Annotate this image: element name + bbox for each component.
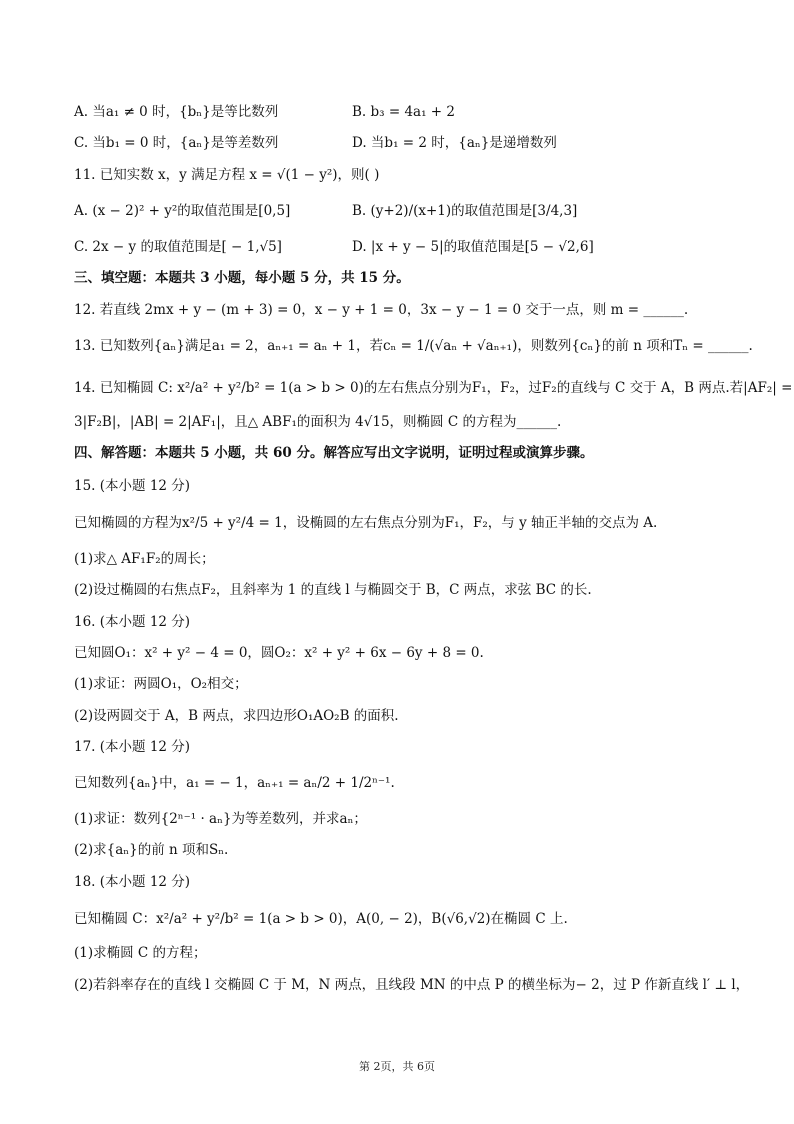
question-14-line-2: 3|F₂B|，|AB| = 2|AF₁|，且△ ABF₁的面积为 4√15，则椭圆 C 的方程为______.: [74, 414, 562, 430]
option-10-b: B. b₃ = 4a₁ + 2: [352, 104, 455, 120]
question-18-stem: 已知椭圆 C：x²/a² + y²/b² = 1(a > b > 0)，A(0, − 2)，B(√6,√2)在椭圆 C 上.: [74, 911, 568, 927]
option-10-d: D. 当b₁ = 2 时，{aₙ}是递增数列: [352, 135, 557, 151]
question-15-header: 15. (本小题 12 分): [74, 478, 191, 494]
question-15-part-1: (1)求△ AF₁F₂的周长；: [74, 551, 215, 567]
page-footer: 第 2页，共 6页: [359, 1060, 435, 1073]
question-17-part-1: (1)求证：数列{2ⁿ⁻¹ · aₙ}为等差数列，并求aₙ；: [74, 811, 367, 827]
question-17-stem: 已知数列{aₙ}中，a₁ = − 1，aₙ₊₁ = aₙ/2 + 1/2ⁿ⁻¹.: [74, 775, 395, 791]
option-11-d: D. |x + y − 5|的取值范围是[5 − √2,6]: [352, 239, 594, 255]
question-15-part-2: (2)设过椭圆的右焦点F₂，且斜率为 1 的直线 l 与椭圆交于 B，C 两点，求弦 BC 的长.: [74, 582, 592, 598]
question-15-stem: 已知椭圆的方程为x²/5 + y²/4 = 1，设椭圆的左右焦点分别为F₁，F₂，与 y 轴正半轴的交点为 A.: [74, 515, 658, 531]
question-12: 12. 若直线 2mx + y − (m + 3) = 0，x − y + 1 = 0，3x − y − 1 = 0 交于一点，则 m = ______.: [74, 302, 689, 318]
option-11-b: B. (y+2)/(x+1)的取值范围是[3/4,3]: [352, 203, 578, 219]
option-11-a: A. (x − 2)² + y²的取值范围是[0,5]: [74, 203, 291, 219]
question-16-part-2: (2)设两圆交于 A，B 两点，求四边形O₁AO₂B 的面积.: [74, 708, 399, 724]
section-heading-fill-in: 三、填空题：本题共 3 小题，每小题 5 分，共 15 分。: [74, 270, 410, 286]
question-17-header: 17. (本小题 12 分): [74, 739, 191, 755]
question-16-part-1: (1)求证：两圆O₁，O₂相交；: [74, 676, 248, 692]
question-14-line-1: 14. 已知椭圆 C: x²/a² + y²/b² = 1(a > b > 0)的左右焦点分别为F₁，F₂，过F₂的直线与 C 交于 A，B 两点.若|AF₂| =: [74, 380, 793, 396]
option-11-c: C. 2x − y 的取值范围是[ − 1,√5]: [74, 239, 282, 255]
question-18-header: 18. (本小题 12 分): [74, 874, 191, 890]
section-heading-solutions: 四、解答题：本题共 5 小题，共 60 分。解答应写出文字说明，证明过程或演算步骤。: [74, 445, 594, 461]
question-17-part-2: (2)求{aₙ}的前 n 项和Sₙ.: [74, 842, 229, 858]
question-18-part-2: (2)若斜率存在的直线 l 交椭圆 C 于 M，N 两点，且线段 MN 的中点 P 的横坐标为− 2，过 P 作新直线 l′ ⊥ l，: [74, 977, 750, 993]
question-11: 11. 已知实数 x，y 满足方程 x = √(1 − y²)，则( ): [74, 167, 380, 183]
option-10-a: A. 当a₁ ≠ 0 时，{bₙ}是等比数列: [74, 104, 279, 120]
question-13: 13. 已知数列{aₙ}满足a₁ = 2，aₙ₊₁ = aₙ + 1，若cₙ = 1/(√aₙ + √aₙ₊₁)，则数列{cₙ}的前 n 项和Tₙ = ______.: [74, 338, 753, 354]
question-16-stem: 已知圆O₁：x² + y² − 4 = 0，圆O₂：x² + y² + 6x − 6y + 8 = 0.: [74, 645, 484, 661]
question-16-header: 16. (本小题 12 分): [74, 614, 191, 630]
question-18-part-1: (1)求椭圆 C 的方程；: [74, 945, 207, 961]
option-10-c: C. 当b₁ = 0 时，{aₙ}是等差数列: [74, 135, 279, 151]
